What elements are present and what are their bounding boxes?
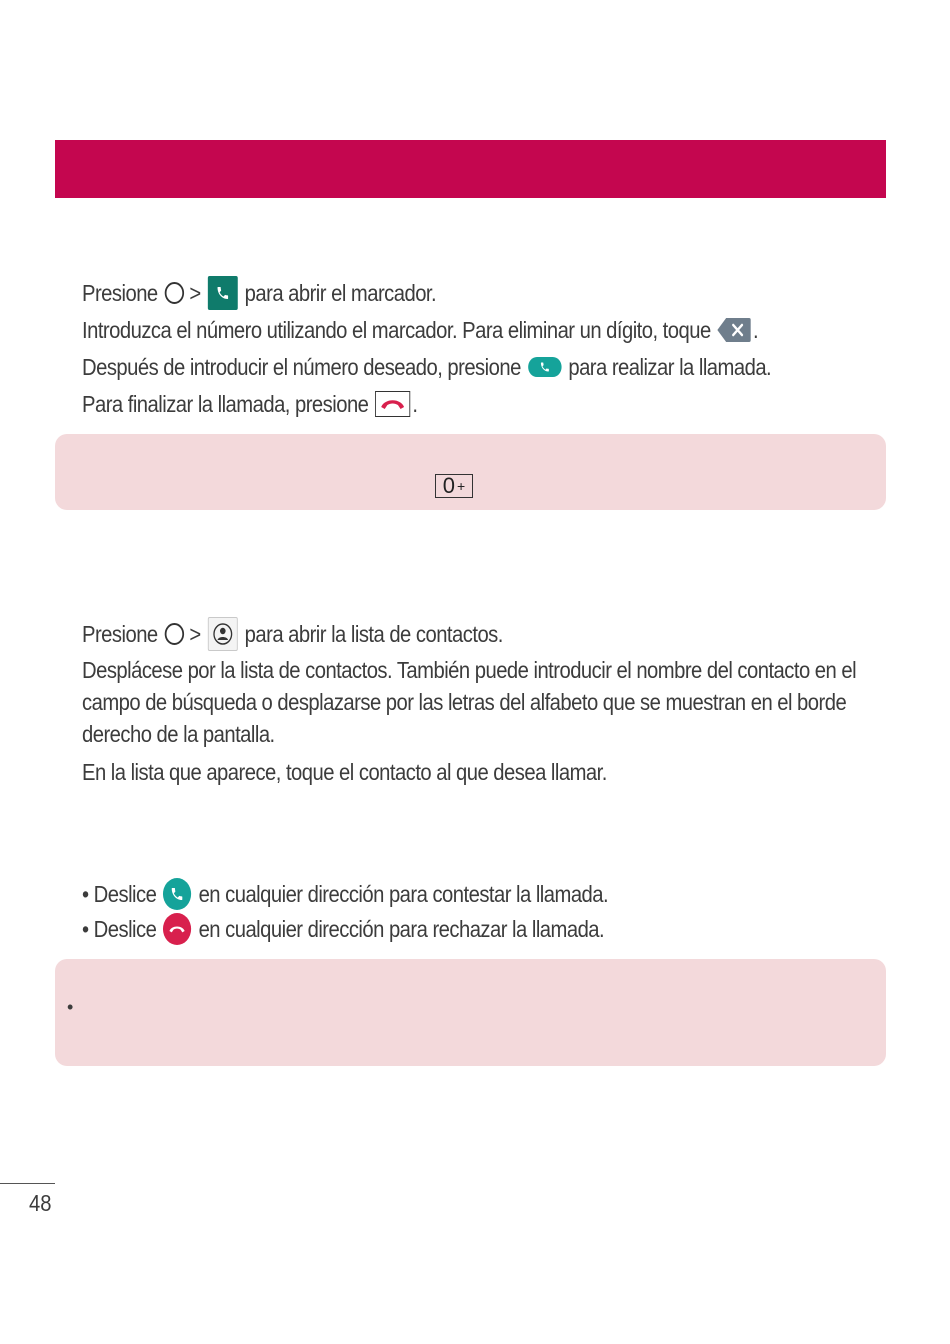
zero-digit: 0 — [442, 473, 456, 498]
chevron-text: > — [189, 621, 201, 648]
bullet: • — [67, 997, 74, 1017]
step-text: para realizar la llamada. — [568, 354, 772, 380]
reject-item — [82, 915, 604, 947]
step-text: Introduzca el número utilizando el marcador. Para eliminar un dígito, toque — [82, 317, 711, 343]
step-text: para abrir la lista de contactos. — [244, 621, 503, 648]
home-circle-icon — [165, 623, 184, 645]
bullet: • — [82, 916, 89, 943]
phone-app-icon — [208, 276, 238, 310]
chevron-text: > — [189, 280, 201, 307]
answer-item — [82, 880, 608, 912]
contacts-app-icon — [208, 617, 238, 651]
note-box — [55, 959, 886, 1066]
page-number: 48 — [29, 1190, 52, 1216]
item-text: Deslice — [93, 881, 157, 908]
period: . — [752, 317, 759, 343]
dialer-step-2 — [82, 316, 758, 344]
answer-call-icon — [163, 878, 191, 910]
dialer-step-3 — [82, 353, 771, 381]
contacts-step-1 — [82, 619, 503, 653]
step-text: Presione — [82, 621, 158, 648]
step-text: Para finalizar la llamada, presione — [82, 391, 369, 417]
period: . — [412, 391, 418, 417]
step-text: Presione — [82, 280, 158, 307]
contacts-step-2: Desplácese por la lista de contactos. También puede introducir el nombre del contacto en el campo de búsqueda o desplazarse por las letras del alfabeto que se muestran en el borde derecho de la pantalla. — [82, 657, 857, 747]
reject-call-icon — [163, 913, 191, 945]
note-box — [55, 434, 886, 510]
end-call-icon — [375, 391, 410, 417]
bullet: • — [82, 881, 89, 908]
backspace-icon — [718, 318, 751, 342]
step-text: para abrir el marcador. — [244, 280, 437, 307]
dialer-step-4 — [82, 390, 418, 419]
item-text: en cualquier dirección para contestar la llamada. — [198, 881, 609, 908]
footer-rule — [0, 1183, 55, 1184]
contacts-step-3: En la lista que aparece, toque el contacto al que desea llamar. — [82, 759, 607, 785]
call-icon — [528, 357, 561, 377]
item-text: en cualquier dirección para rechazar la llamada. — [198, 916, 605, 943]
step-text: Después de introducir el número deseado, presione — [82, 354, 521, 380]
dialer-step-1 — [82, 278, 436, 312]
home-circle-icon — [165, 282, 184, 304]
header-bar — [55, 140, 886, 198]
zero-plus-key — [435, 474, 473, 498]
item-text: Deslice — [93, 916, 157, 943]
plus-sign: + — [457, 478, 466, 494]
